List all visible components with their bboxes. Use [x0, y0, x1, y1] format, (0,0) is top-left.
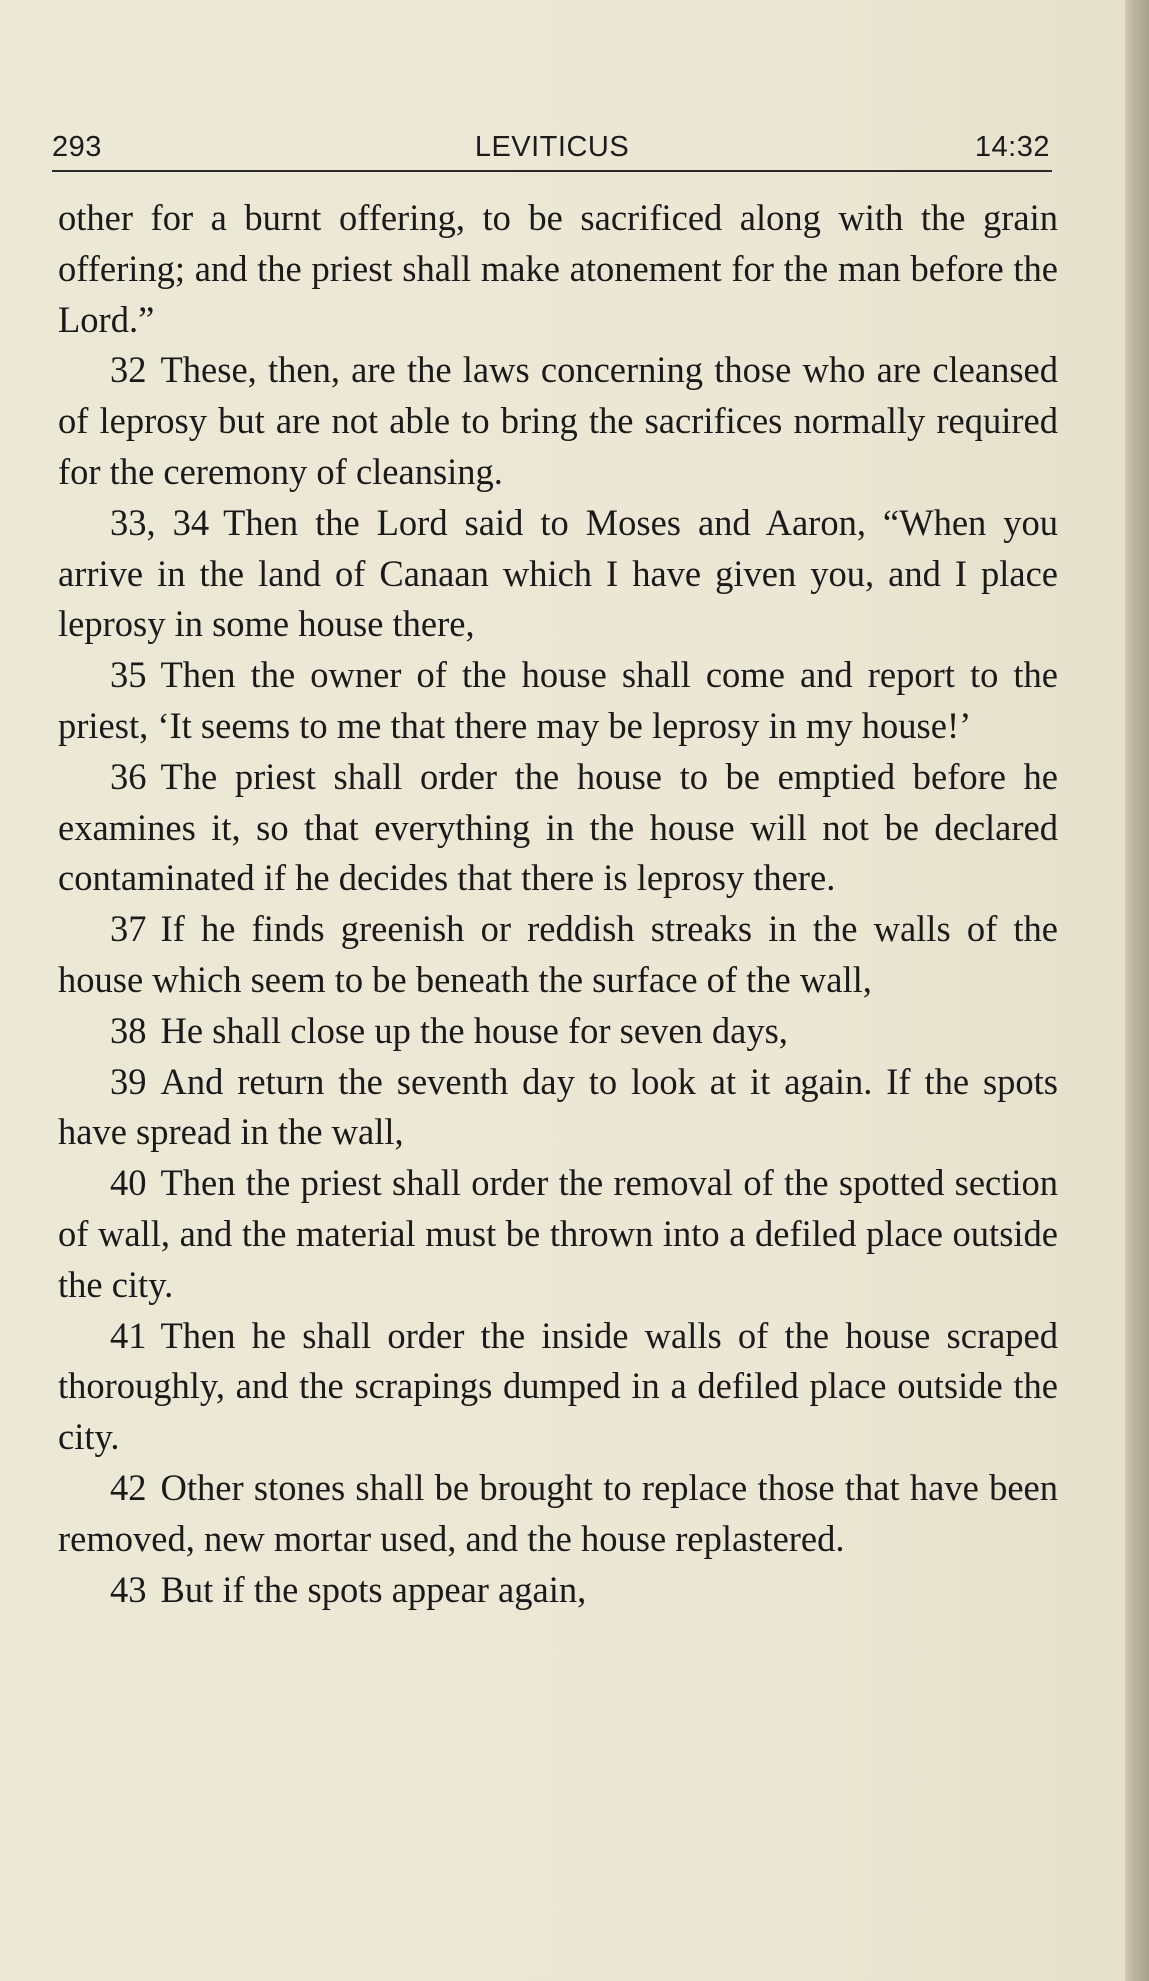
verse-42: [58, 1463, 1058, 1565]
verse-text: Then he shall order the inside walls of the house scraped thoroughly, and the scrapings dumped in a defiled place outside the city.: [58, 1314, 1058, 1458]
verse-text: Then the priest shall order the removal of the spotted section of wall, and the material must be thrown into a defiled place outside the city.: [58, 1162, 1058, 1305]
verse-number: 39: [110, 1060, 147, 1102]
verse-number: 42: [110, 1466, 147, 1508]
verse-40: [58, 1158, 1058, 1310]
verse-number: 40: [110, 1162, 147, 1204]
verse-32: [58, 345, 1058, 497]
verse-text: These, then, are the laws concerning those who are cleansed of leprosy but are not able to bring the sacrifices normally required for the ceremony of cleansing.: [58, 349, 1058, 492]
verse-number: 41: [110, 1314, 147, 1356]
verse-41: [58, 1311, 1058, 1463]
verse-36: [58, 752, 1058, 904]
verse-text: other for a burnt offering, to be sacrificed along with the grain offering; and the priest shall make atonement for the man before the Lord.”: [58, 197, 1058, 340]
verse-text: But if the spots appear again,: [160, 1568, 587, 1610]
verse-number: 43: [110, 1568, 147, 1610]
verse-number: 33, 34: [110, 501, 210, 543]
verse-33-34: [58, 498, 1058, 650]
verse-text: Then the Lord said to Moses and Aaron, “When you arrive in the land of Canaan which I have given you, and I place leprosy in some house there,: [58, 501, 1059, 645]
book-title: LEVITICUS: [474, 131, 630, 163]
verse-text: If he finds greenish or reddish streaks in the walls of the house which seem to be beneath the surface of the wall,: [58, 908, 1058, 1000]
verse-text: Other stones shall be brought to replace those that have been removed, new mortar used, and the house replastered.: [58, 1466, 1058, 1559]
verse-continuation: [58, 193, 1058, 345]
verse-number: 38: [110, 1009, 147, 1051]
verse-43: [58, 1565, 1058, 1616]
verse-39: [58, 1057, 1058, 1159]
running-header: [52, 126, 1052, 172]
verse-number: 36: [110, 755, 147, 797]
verse-text: Then the owner of the house shall come and report to the priest, ‘It seems to me that there may be leprosy in my house!’: [58, 654, 1058, 746]
verse-37: [58, 904, 1058, 1006]
verse-35: [58, 650, 1058, 752]
chapter-verse-reference: 14:32: [974, 131, 1050, 163]
verse-number: 37: [110, 908, 147, 950]
body-text: [58, 193, 1058, 1615]
verse-text: He shall close up the house for seven days,: [160, 1009, 788, 1051]
verse-38: [58, 1006, 1058, 1057]
verse-number: 32: [110, 349, 147, 391]
verse-text: And return the seventh day to look at it again. If the spots have spread in the wall,: [58, 1060, 1058, 1153]
verse-number: 35: [110, 654, 147, 696]
verse-text: The priest shall order the house to be emptied before he examines it, so that everything in the house will not be declared contaminated if he decides that there is leprosy there.: [58, 755, 1058, 899]
page-edge: [1125, 0, 1149, 1981]
page-number: 293: [52, 131, 102, 163]
